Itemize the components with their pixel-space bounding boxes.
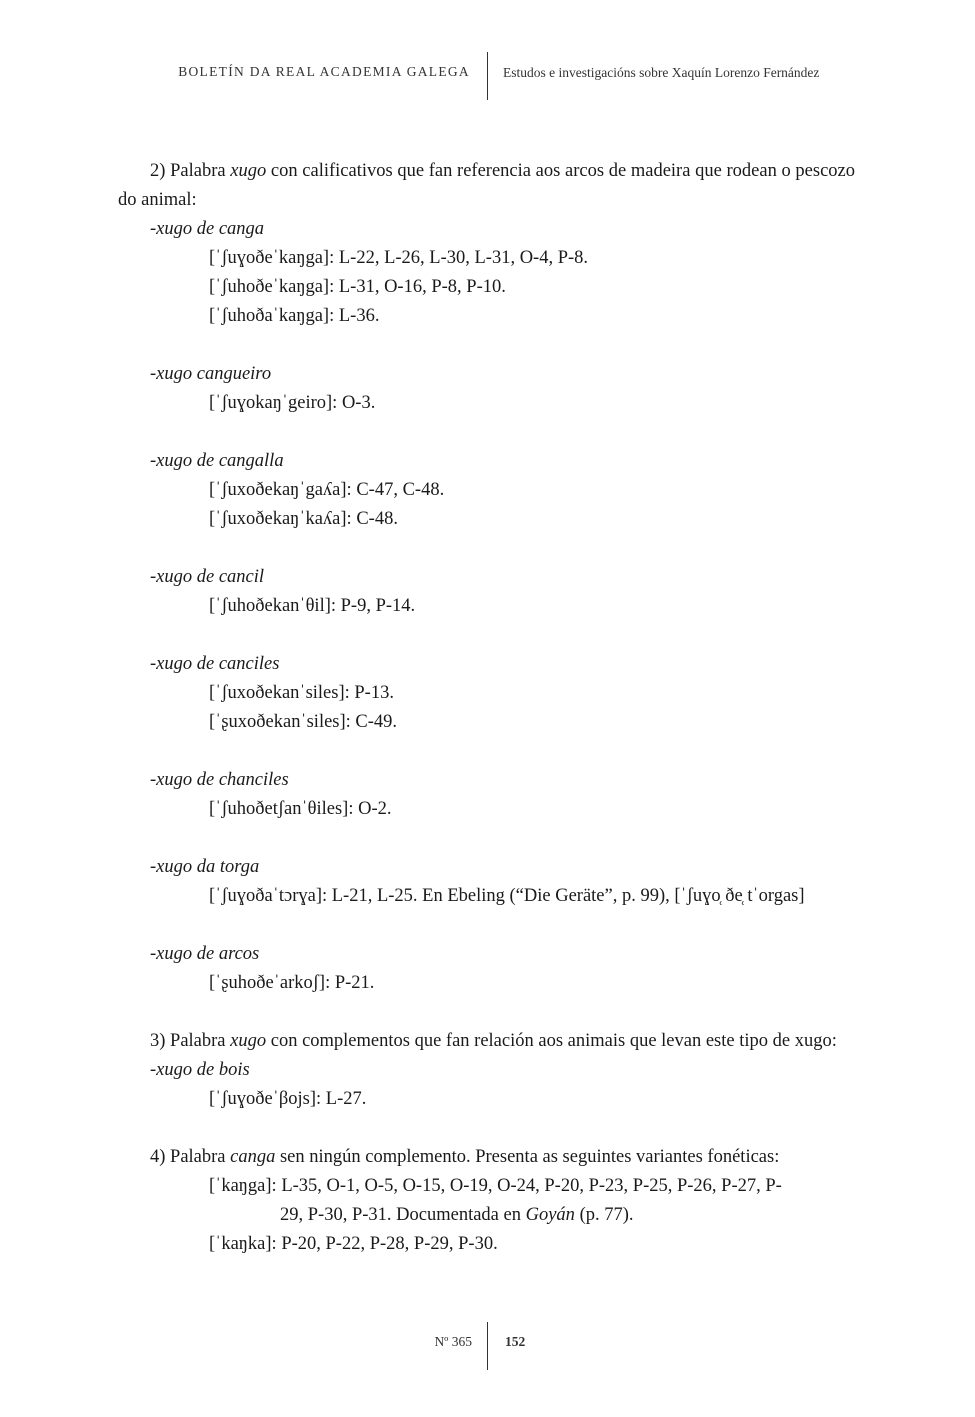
paragraph-2: 2) Palabra xugo con calificativos que fan referencia aos arcos de madeira que rodean o pescozo do animal: [118, 161, 856, 210]
entry-label: -xugo de chanciles [150, 770, 289, 790]
page-number: 152 [505, 1334, 526, 1349]
entry-cancil [118, 563, 855, 621]
transcription-line: [ˈʃuxoðekaŋˈkaʎa]: C-48. [209, 509, 398, 529]
entry-bois [118, 1056, 855, 1114]
transcription-line: [ˈʃuɣoðeˈβojs]: L-27. [209, 1089, 367, 1109]
entry-arcos [118, 940, 855, 998]
transcription-line: [ˈkaŋga]: L-35, O-1, O-5, O-15, O-19, O-24, P-20, P-23, P-25, P-26, P-27, P- [209, 1176, 782, 1196]
running-header [0, 52, 975, 100]
entry-cangalla [118, 447, 855, 534]
entry-canga [118, 215, 855, 331]
paragraph-4: 4) Palabra canga sen ningún complemento. Presenta as seguintes variantes fonéticas: [150, 1147, 780, 1167]
entry-label: -xugo de bois [150, 1060, 250, 1080]
entry-label: -xugo de canciles [150, 654, 280, 674]
header-divider [487, 52, 488, 100]
entry-label: -xugo de canga [150, 219, 265, 239]
entry-label: -xugo de cangalla [150, 451, 284, 471]
entry-chanciles [118, 766, 855, 824]
transcription-line: [ˈʃuxoðekanˈsiles]: P-13. [209, 683, 394, 703]
transcription-line: [ˈkaŋka]: P-20, P-22, P-28, P-29, P-30. [209, 1234, 498, 1254]
entry-label: -xugo de cancil [150, 567, 265, 587]
entry-label: -xugo cangueiro [150, 364, 272, 384]
paragraph-3: 3) Palabra xugo con complementos que fan relación aos animais que levan este tipo de xugo: [150, 1031, 837, 1051]
transcription-line: [ˈʂuxoðekanˈsiles]: C-49. [209, 712, 398, 732]
footer-divider [487, 1322, 488, 1370]
transcription-line: [ˈʃuɣoðeˈkaŋga]: L-22, L-26, L-30, L-31, O-4, P-8. [209, 248, 589, 268]
transcription-line: [ˈʃuɣokaŋˈgeiro]: O-3. [209, 393, 376, 413]
entry-cangueiro [118, 360, 855, 418]
transcription-line: [ˈʃuhoðekanˈθil]: P-9, P-14. [209, 596, 416, 616]
issue-number: Nº 365 [434, 1334, 472, 1349]
transcription-line: [ˈʃuhoðetʃanˈθiles]: O-2. [209, 799, 392, 819]
journal-title: BOLETÍN DA REAL ACADEMIA GALEGA [178, 64, 470, 79]
entry-canciles [118, 650, 855, 737]
transcription-line: [ˈʃuhoðeˈkaŋga]: L-31, O-16, P-8, P-10. [209, 277, 506, 297]
transcription-line: [ˈʃuxoðekaŋˈgaʎa]: C-47, C-48. [209, 480, 445, 500]
entry-label: -xugo da torga [150, 857, 260, 877]
transcription-line: [ˈʃuɣoðaˈtɔrɣa]: L-21, L-25. En Ebeling (“Die Geräte”, p. 99), [ˈʃuɣo̜ ðe̜ tˈorgas] [209, 886, 805, 906]
entry-label: -xugo de arcos [150, 944, 260, 964]
page-footer [0, 1322, 975, 1370]
transcription-line-continued: 29, P-30, P-31. Documentada en Goyán (p. 77). [280, 1205, 634, 1225]
transcription-line: [ˈʂuhoðeˈarkoʃ]: P-21. [209, 973, 375, 993]
section-title: Estudos e investigacións sobre Xaquín Lorenzo Fernández [503, 65, 820, 80]
transcription-line: [ˈʃuhoðaˈkaŋga]: L-36. [209, 306, 380, 326]
entry-torga [118, 853, 855, 911]
page-body [118, 157, 855, 1259]
